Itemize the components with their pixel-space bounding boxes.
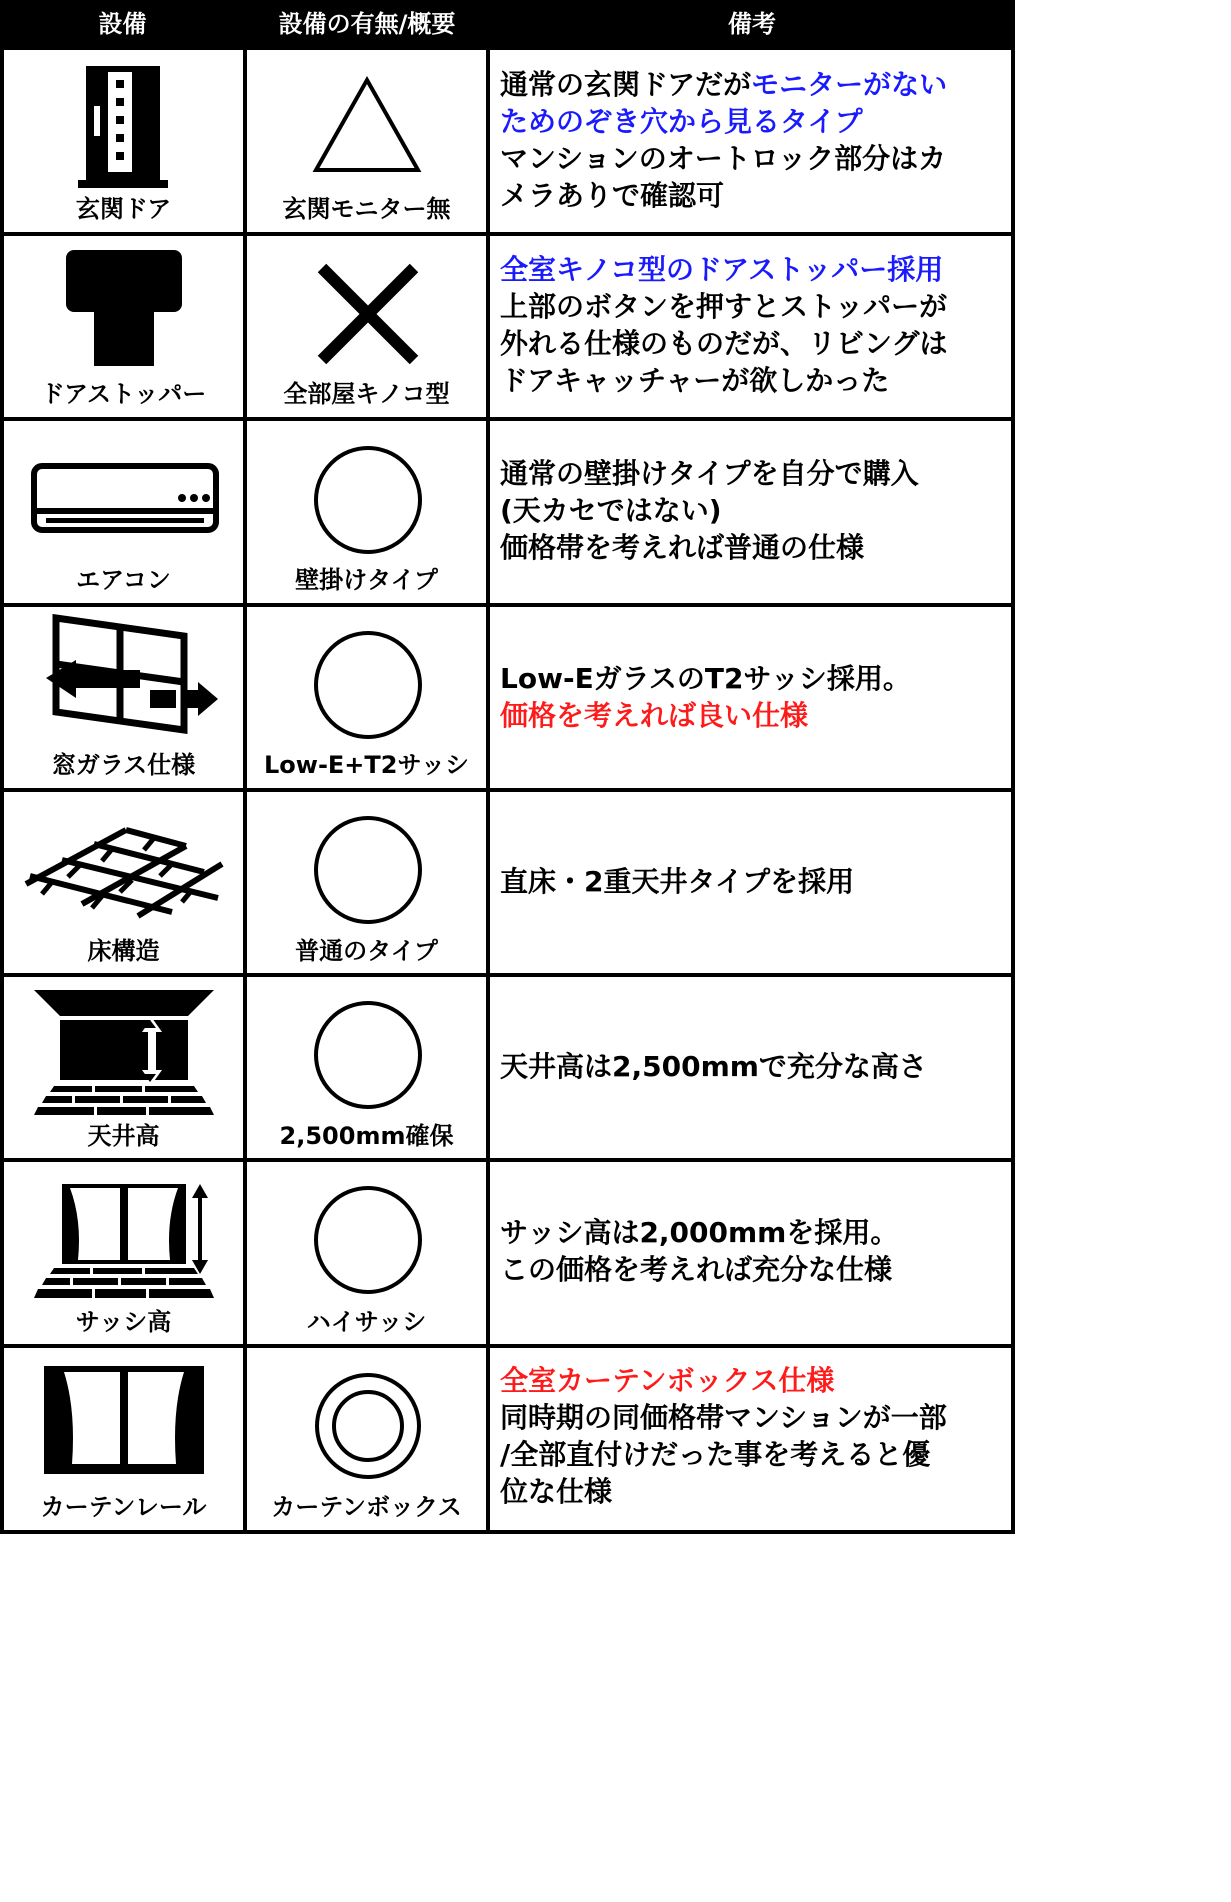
grid-line bbox=[1011, 0, 1015, 1534]
status-label: 2,500mm確保 bbox=[279, 1122, 454, 1150]
notes-line: 上部のボタンを押すとストッパーが bbox=[500, 290, 948, 323]
sliding-window-icon bbox=[42, 614, 222, 734]
notes-text bbox=[500, 863, 1005, 900]
status-label: ハイサッシ bbox=[306, 1308, 427, 1336]
sash-height-icon bbox=[34, 1180, 214, 1302]
notes-line: 同時期の同価格帯マンションが一部 bbox=[500, 1401, 947, 1434]
notes-line: 位な仕様 bbox=[500, 1475, 613, 1508]
grid-line bbox=[0, 788, 1015, 792]
grid-line bbox=[0, 603, 1015, 607]
notes-text bbox=[500, 66, 1005, 214]
header-notes: 備考 bbox=[728, 10, 776, 38]
circle-icon bbox=[312, 1184, 424, 1296]
grid-line bbox=[0, 973, 1015, 977]
ceiling-height-icon bbox=[32, 988, 216, 1118]
grid-line bbox=[486, 0, 490, 1534]
double-circle-icon bbox=[312, 1370, 424, 1482]
circle-icon bbox=[312, 444, 424, 556]
notes-line: この価格を考えれば充分な仕様 bbox=[500, 1253, 893, 1286]
notes-line: ドアキャッチャーが欲しかった bbox=[500, 364, 890, 397]
equipment-label: 窓ガラス仕様 bbox=[51, 751, 196, 779]
equipment-label: サッシ高 bbox=[75, 1308, 172, 1336]
circle-icon bbox=[312, 629, 424, 741]
notes-line: サッシ高は2,000mmを採用。 bbox=[500, 1216, 899, 1249]
notes-line: Low-EガラスのT2サッシ採用。 bbox=[500, 662, 911, 695]
notes-text bbox=[500, 1048, 1005, 1085]
status-label: カーテンボックス bbox=[271, 1493, 462, 1521]
equipment-label: カーテンレール bbox=[40, 1493, 207, 1521]
notes-highlight: 価格を考えれば良い仕様 bbox=[500, 699, 809, 732]
notes-text bbox=[500, 1362, 1005, 1510]
grid-line bbox=[0, 1530, 1015, 1534]
door-stopper-icon bbox=[64, 248, 184, 368]
status-label: Low-E+T2サッシ bbox=[263, 751, 469, 779]
equipment-label: 天井高 bbox=[87, 1122, 160, 1150]
notes-text bbox=[500, 455, 1005, 566]
air-conditioner-icon bbox=[30, 462, 220, 534]
table-header bbox=[0, 0, 1015, 50]
curtain-rail-icon bbox=[42, 1364, 206, 1476]
notes-line: 天井高は2,500mmで充分な高さ bbox=[500, 1050, 927, 1083]
notes-highlight: モニターがない bbox=[751, 68, 948, 101]
grid-line bbox=[0, 1158, 1015, 1162]
notes-text bbox=[500, 251, 1005, 399]
status-label: 壁掛けタイプ bbox=[295, 566, 438, 594]
notes-text bbox=[500, 660, 1005, 734]
equipment-label: ドアストッパー bbox=[40, 380, 207, 408]
grid-line bbox=[0, 1344, 1015, 1348]
header-equipment: 設備 bbox=[98, 10, 147, 38]
header-status: 設備の有無/概要 bbox=[278, 10, 456, 38]
cross-icon bbox=[316, 262, 420, 366]
floor-structure-icon bbox=[22, 824, 228, 920]
grid-line bbox=[0, 417, 1015, 421]
notes-line: メラありで確認可 bbox=[500, 179, 725, 212]
notes-line: 価格帯を考えれば普通の仕様 bbox=[500, 531, 865, 564]
notes-line: 通常の玄関ドアだが bbox=[500, 68, 752, 101]
equipment-label: 玄関ドア bbox=[75, 195, 172, 223]
status-label: 玄関モニター無 bbox=[282, 195, 451, 223]
entrance-door-icon bbox=[78, 62, 168, 192]
notes-line: マンションのオートロック部分はカ bbox=[500, 142, 947, 175]
notes-highlight: ためのぞき穴から見るタイプ bbox=[500, 105, 863, 138]
status-label: 普通のタイプ bbox=[295, 937, 438, 965]
notes-highlight: 全室カーテンボックス仕様 bbox=[500, 1364, 835, 1397]
grid-line bbox=[0, 232, 1015, 236]
notes-line: /全部直付けだった事を考えると優 bbox=[500, 1438, 931, 1471]
status-label: 全部屋キノコ型 bbox=[283, 380, 450, 408]
notes-highlight: 全室キノコ型のドアストッパー採用 bbox=[500, 253, 944, 286]
notes-line: (天カセではない) bbox=[500, 494, 722, 527]
circle-icon bbox=[312, 999, 424, 1111]
equipment-label: 床構造 bbox=[87, 937, 160, 965]
notes-text bbox=[500, 1214, 1005, 1288]
notes-line: 外れる仕様のものだが、リビングは bbox=[500, 327, 948, 360]
triangle-icon bbox=[310, 74, 424, 174]
equipment-label: エアコン bbox=[76, 566, 171, 594]
circle-icon bbox=[312, 814, 424, 926]
notes-line: 通常の壁掛けタイプを自分で購入 bbox=[500, 457, 919, 490]
notes-line: 直床・2重天井タイプを採用 bbox=[500, 865, 855, 898]
